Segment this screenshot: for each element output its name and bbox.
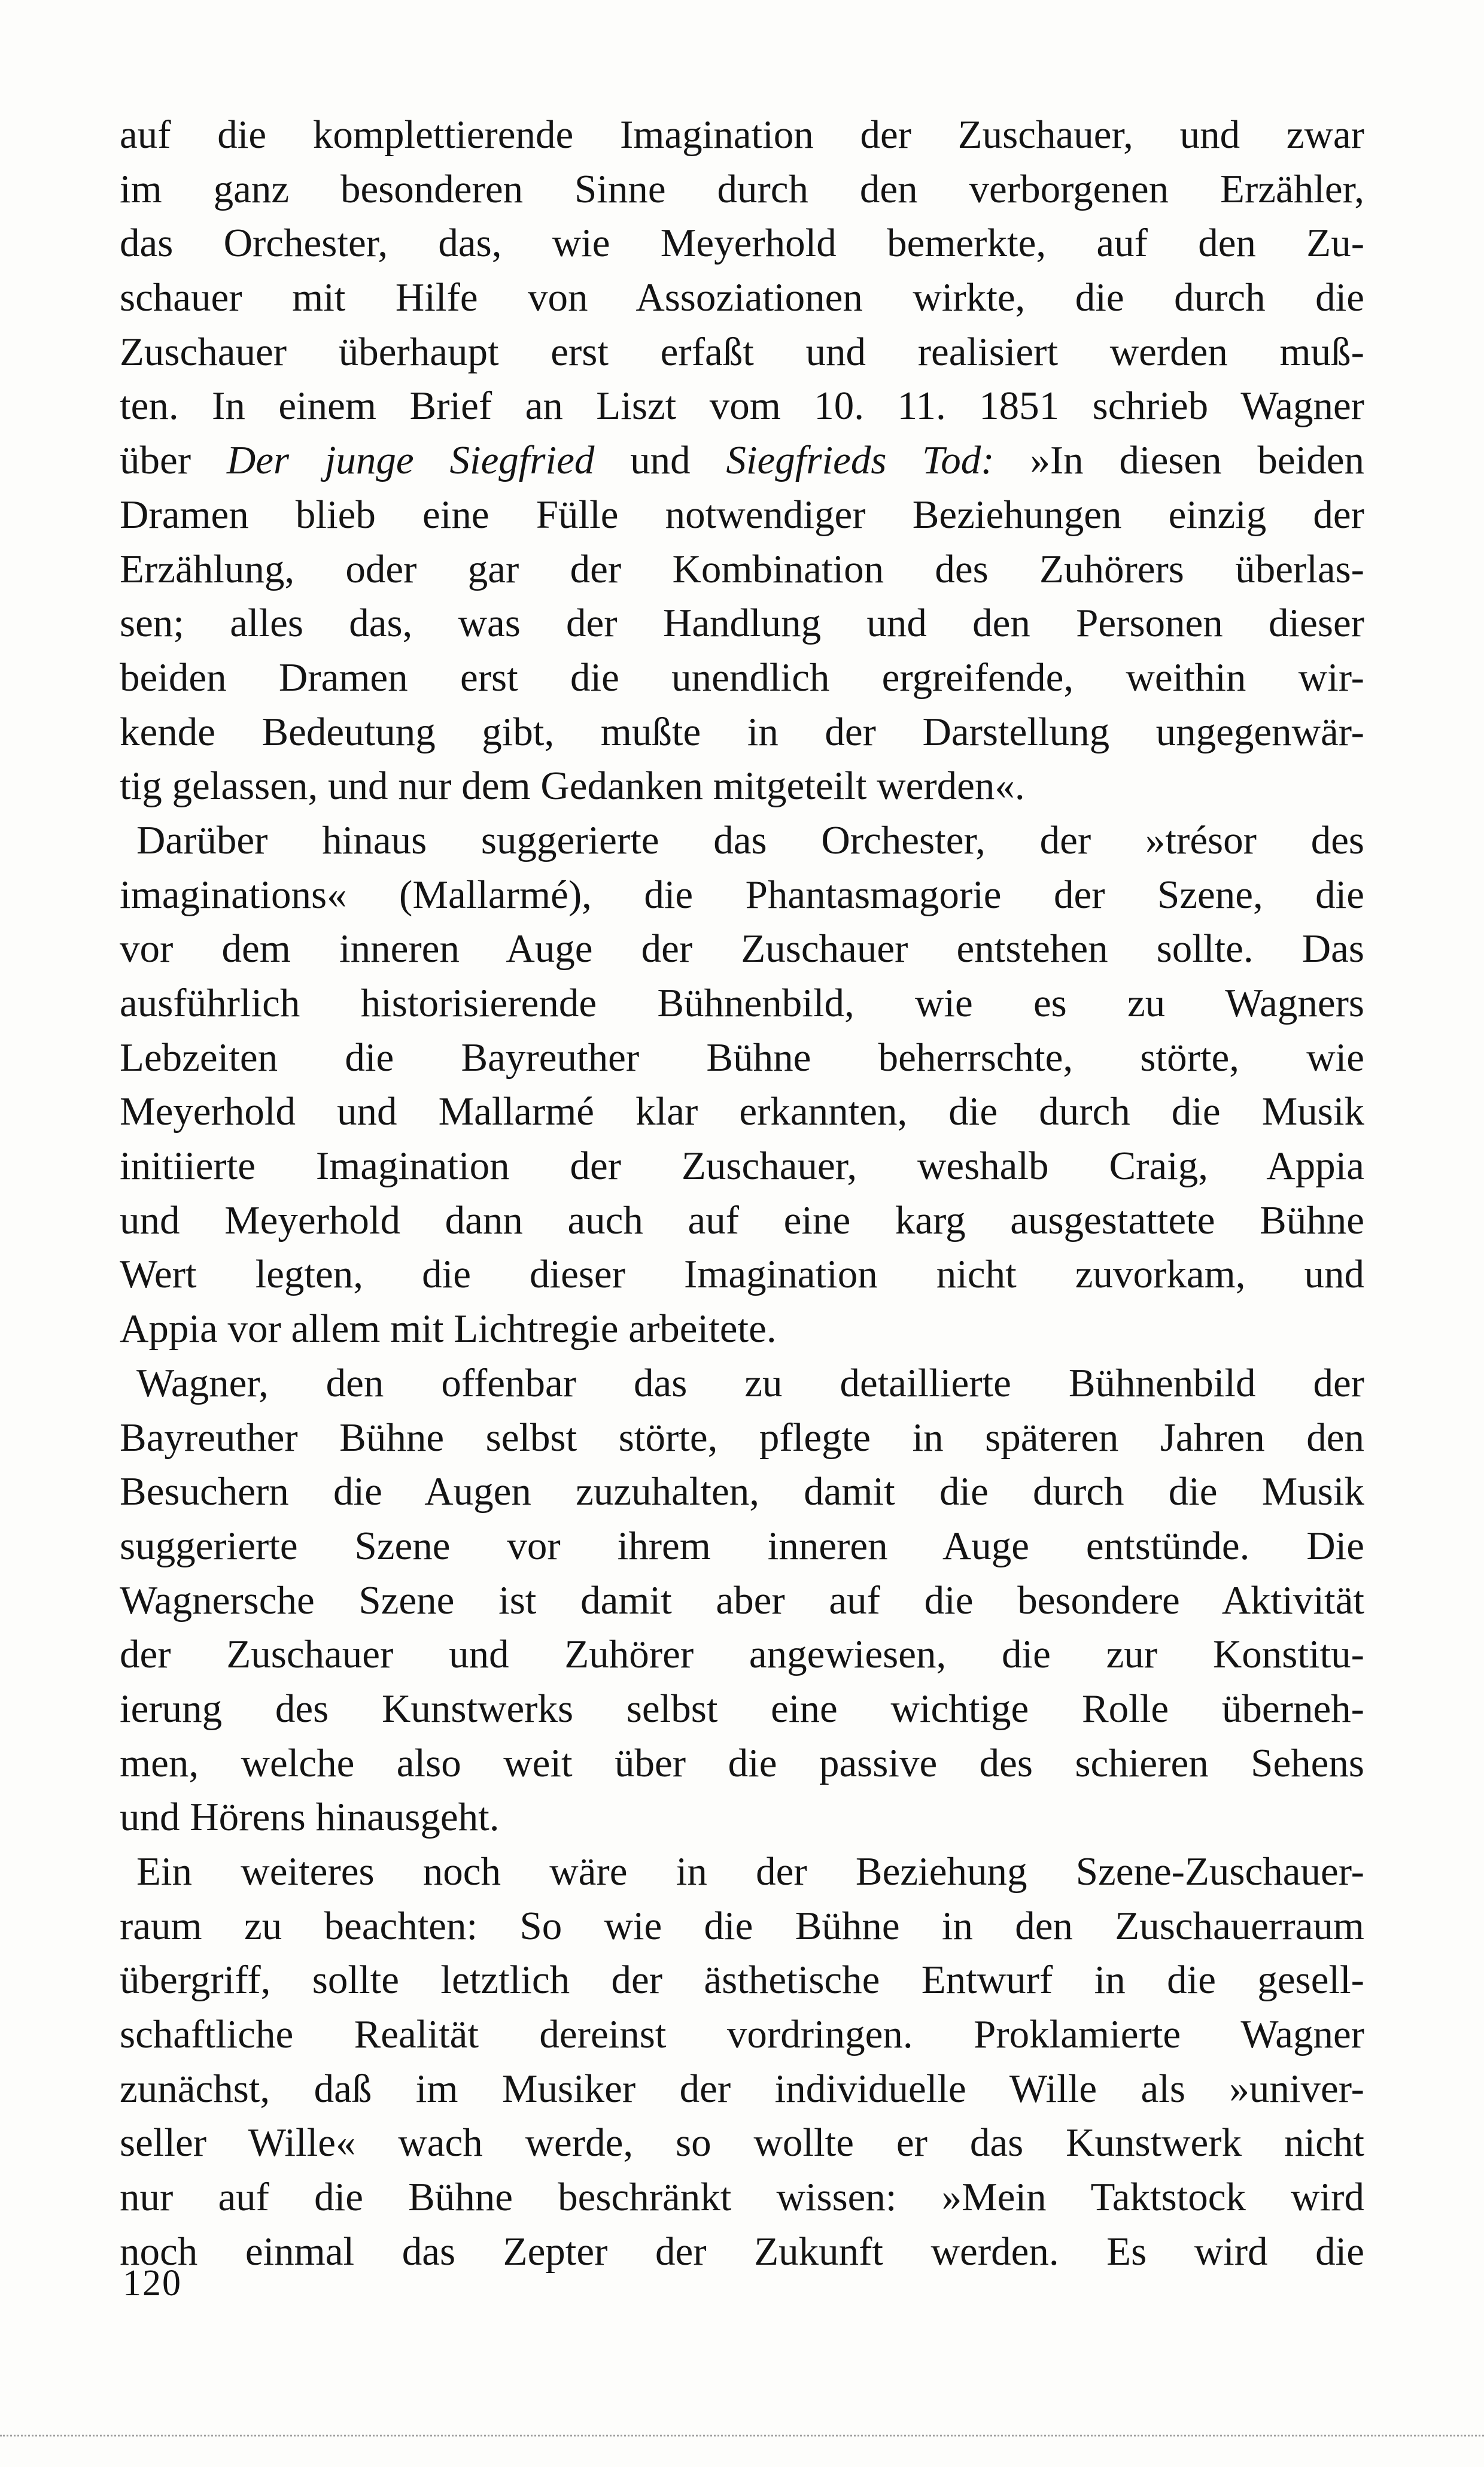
text-line-with-titles — [120, 433, 1364, 488]
text-line: Erzählung, oder gar der Kombination des Zuhörers überlas- — [120, 546, 1364, 591]
text-fragment: und — [594, 438, 726, 483]
text-line: Appia vor allem mit Lichtregie arbeitete. — [120, 1307, 777, 1351]
text-line: im ganz besonderen Sinne durch den verborgenen Erzähler, — [120, 166, 1364, 211]
paragraph-3 — [120, 1356, 1364, 1845]
text-line: schaftliche Realität dereinst vordringen. Proklamierte Wagner — [120, 2012, 1364, 2057]
text-line: Zuschauer überhaupt erst erfaßt und realisiert werden muß- — [120, 329, 1364, 374]
text-line: das Orchester, das, wie Meyerhold bemerkte, auf den Zu- — [120, 221, 1364, 266]
paragraph-4 — [120, 1845, 1364, 2279]
text-line: auf die komplettierende Imagination der Zuschauer, und zwar — [120, 113, 1364, 157]
text-line: Wagner, den offenbar das zu detaillierte Bühnenbild der — [136, 1360, 1364, 1405]
text-line: Darüber hinaus suggerierte das Orchester, der »trésor des — [136, 818, 1364, 862]
work-title-der-junge-siegfried: Der junge Siegfried — [226, 438, 595, 483]
text-line: initiierte Imagination der Zuschauer, weshalb Craig, Appia — [120, 1144, 1364, 1189]
paragraph-2 — [120, 813, 1364, 1356]
text-line: nur auf die Bühne beschränkt wissen: »Mein Taktstock wird — [120, 2175, 1364, 2220]
text-line: und Meyerhold dann auch auf eine karg ausgestattete Bühne — [120, 1198, 1364, 1242]
text-line: Meyerhold und Mallarmé klar erkannten, die durch die Musik — [120, 1089, 1364, 1134]
text-line: imaginations« (Mallarmé), die Phantasmagorie der Szene, die — [120, 872, 1364, 917]
text-fragment: »In diesen beiden — [994, 438, 1364, 483]
text-line: tig gelassen, und nur dem Gedanken mitgeteilt werden«. — [120, 764, 1025, 809]
text-line: suggerierte Szene vor ihrem inneren Auge entstünde. Die — [120, 1523, 1364, 1568]
text-line: ierung des Kunstwerks selbst eine wichtige Rolle überneh- — [120, 1686, 1364, 1731]
text-line: Bayreuther Bühne selbst störte, pflegte in späteren Jahren den — [120, 1415, 1364, 1460]
text-line: seller Wille« wach werde, so wollte er das Kunstwerk nicht — [120, 2120, 1364, 2165]
body-text — [120, 108, 1364, 2279]
text-line: ten. In einem Brief an Liszt vom 10. 11. 1851 schrieb Wagner — [120, 384, 1364, 429]
text-line: men, welche also weit über die passive des schieren Sehens — [120, 1740, 1364, 1785]
text-line: zunächst, daß im Musiker der individuelle Wille als »univer- — [120, 2066, 1364, 2111]
text-line: Wagnersche Szene ist damit aber auf die besondere Aktivität — [120, 1578, 1364, 1623]
text-fragment: über — [120, 438, 227, 483]
text-line: sen; alles das, was der Handlung und den Personen dieser — [120, 601, 1364, 646]
text-line: Lebzeiten die Bayreuther Bühne beherrschte, störte, wie — [120, 1035, 1364, 1080]
text-line: Besuchern die Augen zuzuhalten, damit die durch die Musik — [120, 1469, 1364, 1514]
page-number: 120 — [123, 2263, 182, 2304]
text-line: noch einmal das Zepter der Zukunft werden. Es wird die — [120, 2229, 1364, 2274]
text-line: der Zuschauer und Zuhörer angewiesen, die zur Konstitu- — [120, 1632, 1364, 1677]
text-line: schauer mit Hilfe von Assoziationen wirkte, die durch die — [120, 275, 1364, 320]
work-title-siegfrieds-tod: Siegfrieds Tod: — [726, 438, 995, 483]
text-line: ausführlich historisierende Bühnenbild, wie es zu Wagners — [120, 981, 1364, 1025]
scan-edge-divider — [0, 2435, 1484, 2436]
text-line: Dramen blieb eine Fülle notwendiger Beziehungen einzig der — [120, 492, 1364, 537]
text-line: Ein weiteres noch wäre in der Beziehung Szene-Zuschauer- — [136, 1849, 1364, 1894]
text-line: beiden Dramen erst die unendlich ergreifende, weithin wir- — [120, 655, 1364, 700]
text-line: Wert legten, die dieser Imagination nicht zuvorkam, und — [120, 1252, 1364, 1297]
text-line: übergriff, sollte letztlich der ästhetische Entwurf in die gesell- — [120, 1958, 1364, 2003]
text-line: und Hörens hinausgeht. — [120, 1795, 500, 1840]
paragraph-1 — [120, 108, 1364, 813]
text-line: kende Bedeutung gibt, mußte in der Darstellung ungegenwär- — [120, 709, 1364, 754]
text-line: raum zu beachten: So wie die Bühne in den Zuschauerraum — [120, 1903, 1364, 1948]
text-line: vor dem inneren Auge der Zuschauer entstehen sollte. Das — [120, 926, 1364, 971]
